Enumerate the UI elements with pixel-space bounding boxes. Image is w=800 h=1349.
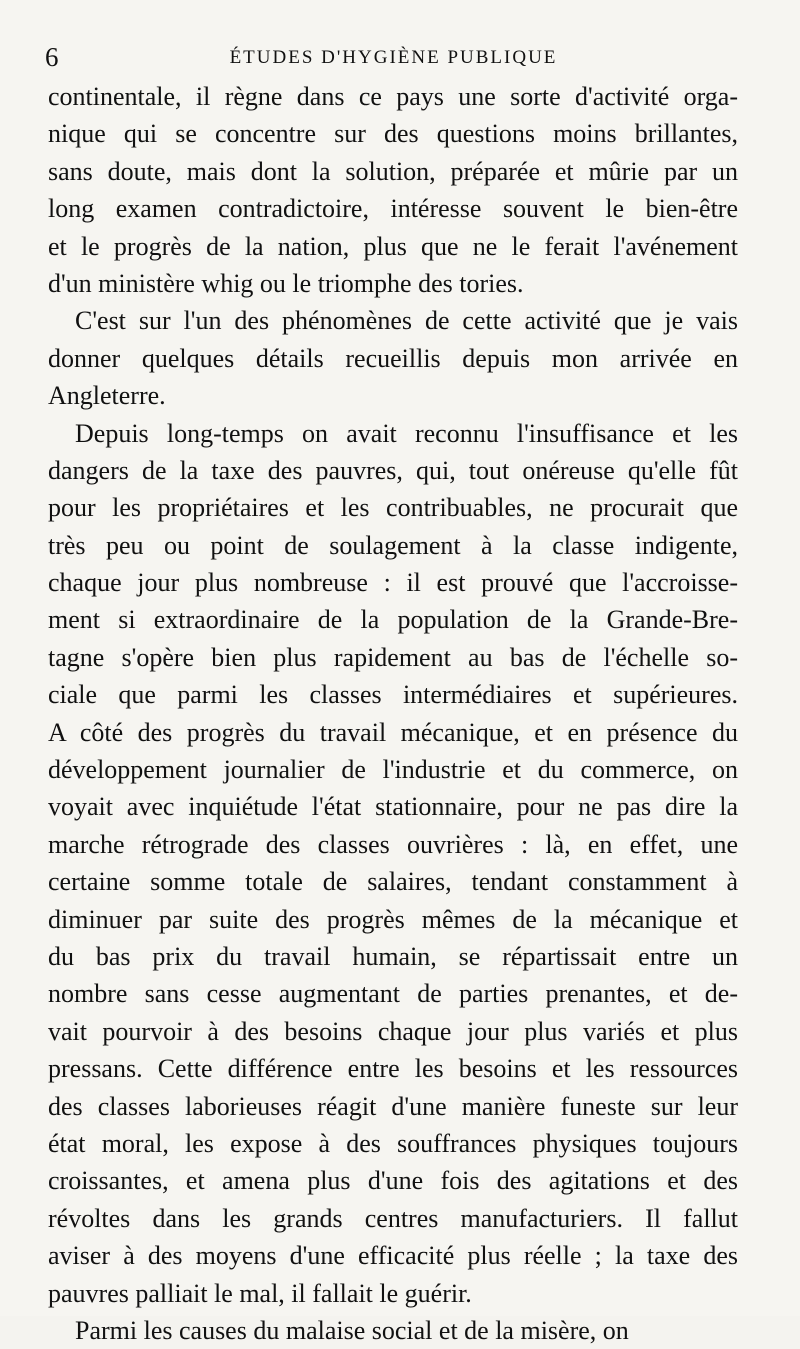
text-line: très peu ou point de soulagement à la classe indigente, bbox=[48, 530, 738, 560]
page-number: 6 bbox=[45, 42, 59, 72]
text-line: ciale que parmi les classes intermédiaires et supérieures. bbox=[48, 680, 738, 710]
text-line: du bas prix du travail humain, se répartissait entre un bbox=[48, 941, 738, 971]
text-line: Angleterre. bbox=[48, 381, 166, 411]
text-line: croissantes, et amena plus d'une fois des agitations et des bbox=[48, 1166, 738, 1196]
text-line: pressans. Cette différence entre les besoins et les ressources bbox=[48, 1054, 738, 1084]
text-line: révoltes dans les grands centres manufacturiers. Il fallut bbox=[48, 1203, 738, 1233]
text-line: et le progrès de la nation, plus que ne le ferait l'avénement bbox=[48, 231, 738, 261]
running-title: ÉTUDES D'HYGIÈNE PUBLIQUE bbox=[229, 47, 558, 68]
text-line: A côté des progrès du travail mécanique, et en présence du bbox=[48, 717, 738, 747]
text-line: développement journalier de l'industrie et du commerce, on bbox=[48, 755, 738, 785]
page-header bbox=[45, 40, 742, 80]
paragraph bbox=[48, 78, 738, 302]
text-line: pour les propriétaires et les contribuables, ne procurait que bbox=[48, 493, 738, 523]
text-line: des classes laborieuses réagit d'une manière funeste sur leur bbox=[48, 1091, 738, 1121]
text-line: continentale, il règne dans ce pays une sorte d'activité orga- bbox=[48, 82, 738, 111]
text-line: voyait avec inquiétude l'état stationnaire, pour ne pas dire la bbox=[48, 792, 738, 822]
text-line: d'un ministère whig ou le triomphe des tories. bbox=[48, 268, 524, 298]
text-line: diminuer par suite des progrès mêmes de la mécanique et bbox=[48, 904, 738, 934]
text-line: état moral, les expose à des souffrances physiques toujours bbox=[48, 1128, 738, 1158]
text-line: donner quelques détails recueillis depuis mon arrivée en bbox=[48, 343, 738, 373]
paragraph bbox=[48, 415, 738, 1312]
text-line: tagne s'opère bien plus rapidement au bas de l'échelle so- bbox=[48, 642, 738, 672]
paragraph bbox=[48, 1312, 738, 1349]
text-line: certaine somme totale de salaires, tendant constamment à bbox=[48, 867, 738, 897]
text-line: long examen contradictoire, intéresse souvent le bien-être bbox=[48, 194, 738, 224]
text-line: C'est sur l'un des phénomènes de cette activité que je vais bbox=[75, 306, 738, 336]
paragraph bbox=[48, 302, 738, 414]
text-line: nique qui se concentre sur des questions moins brillantes, bbox=[48, 119, 738, 149]
text-line: dangers de la taxe des pauvres, qui, tout onéreuse qu'elle fût bbox=[48, 455, 738, 485]
text-line: ment si extraordinaire de la population de la Grande-Bre- bbox=[48, 605, 738, 635]
text-line: Depuis long-temps on avait reconnu l'insuffisance et les bbox=[75, 418, 738, 448]
text-line: Parmi les causes du malaise social et de la misère, on bbox=[75, 1315, 629, 1345]
text-line: vait pourvoir à des besoins chaque jour plus variés et plus bbox=[48, 1016, 738, 1046]
body-text bbox=[48, 78, 738, 1349]
text-line: marche rétrograde des classes ouvrières : là, en effet, une bbox=[48, 829, 738, 859]
text-line: pauvres palliait le mal, il fallait le guérir. bbox=[48, 1278, 472, 1308]
text-line: aviser à des moyens d'une efficacité plus réelle ; la taxe des bbox=[48, 1241, 738, 1271]
text-line: chaque jour plus nombreuse : il est prouvé que l'accroisse- bbox=[48, 568, 738, 598]
text-line: sans doute, mais dont la solution, préparée et mûrie par un bbox=[48, 156, 738, 186]
text-line: nombre sans cesse augmentant de parties prenantes, et de- bbox=[48, 979, 738, 1009]
